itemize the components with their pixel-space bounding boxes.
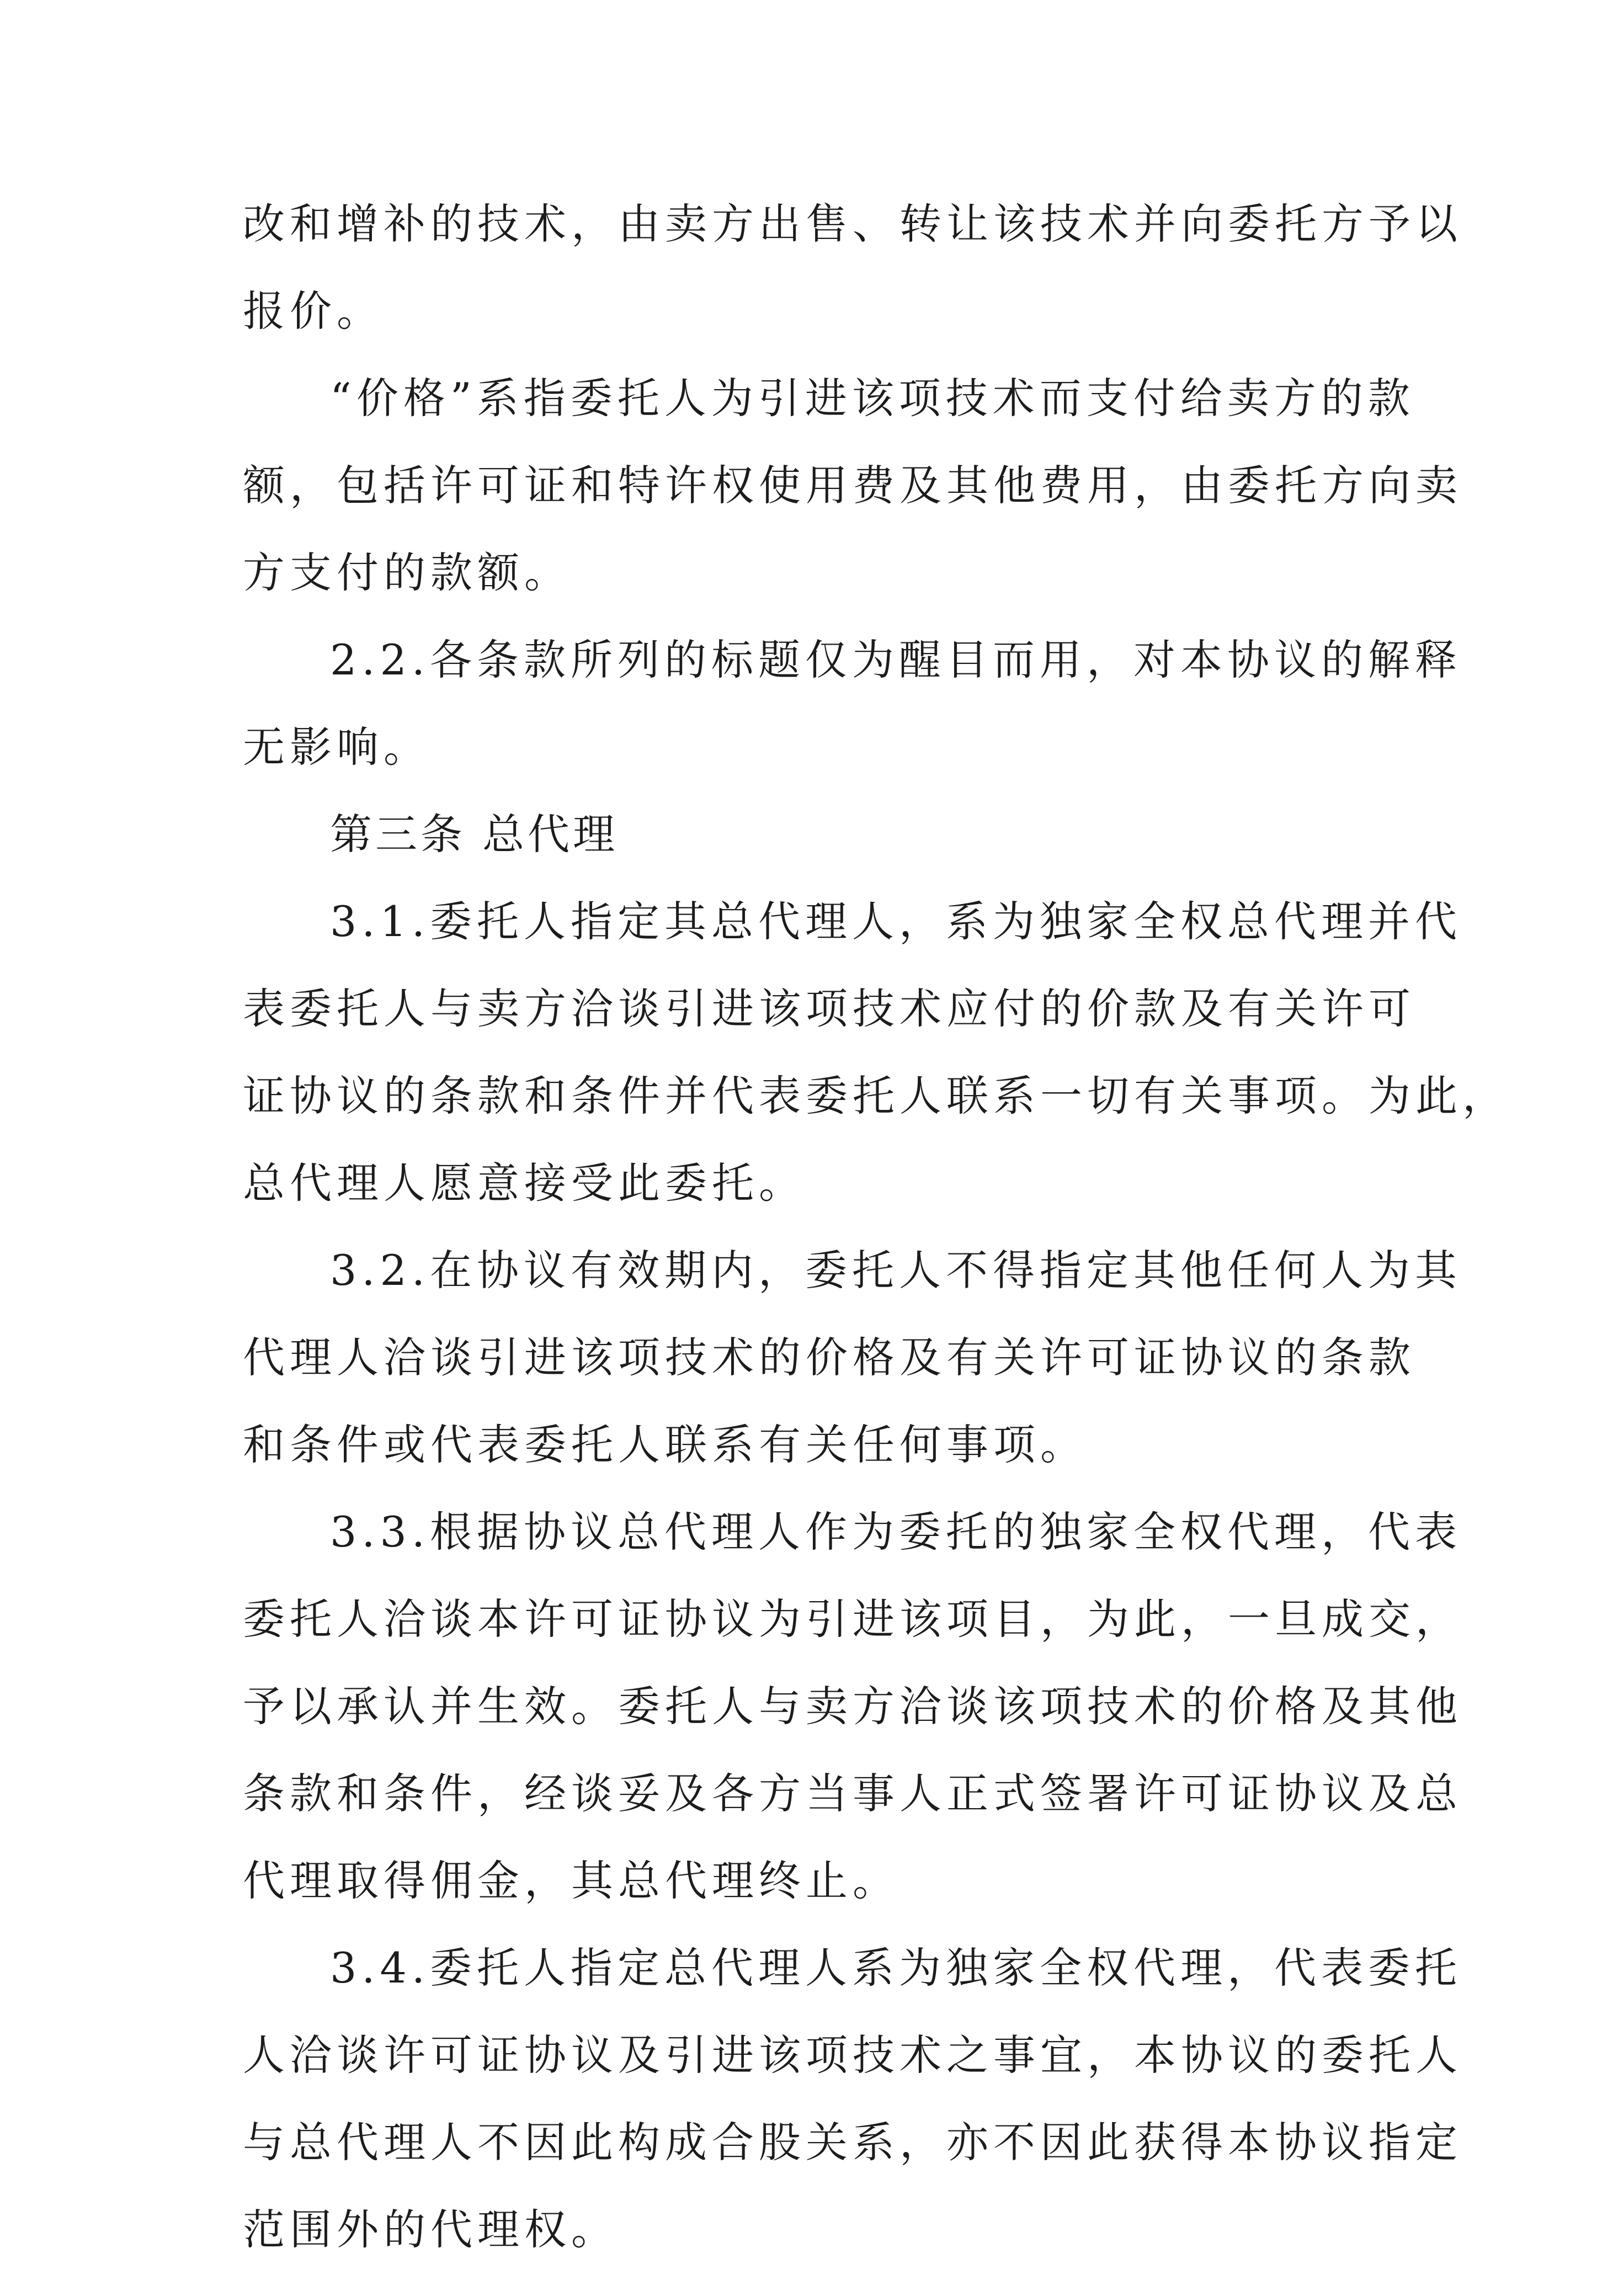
- article-heading: 第三条 总代理: [330, 810, 619, 859]
- text-line: 总代理人愿意接受此委托。: [243, 1158, 806, 1208]
- clause-3-2: 3.2.在协议有效期内，委托人不得指定其他任何人为其: [330, 1246, 1462, 1295]
- text-line: 方支付的款额。: [243, 548, 571, 597]
- text-line: 表委托人与卖方洽谈引进该项技术应付的价款及有关许可: [243, 984, 1415, 1033]
- text-line: 和条件或代表委托人联系有关任何事项。: [243, 1420, 1087, 1469]
- text-line: 委托人洽谈本许可证协议为引进该项目，为此，一旦成交，: [243, 1595, 1462, 1644]
- clause-3-1: 3.1.委托人指定其总代理人，系为独家全权总代理并代: [330, 897, 1462, 946]
- text-line: 改和增补的技术，由卖方出售、转让该技术并向委托方予以: [243, 199, 1462, 248]
- text-line: 代理取得佣金，其总代理终止。: [243, 1856, 899, 1905]
- text-line: 范围外的代理权。: [243, 2205, 618, 2254]
- text-line: 条款和条件，经谈妥及各方当事人正式签署许可证协议及总: [243, 1769, 1462, 1818]
- paragraph-start: “价格”系指委托人为引进该项技术而支付给卖方的款: [330, 374, 1415, 423]
- clause-3-4: 3.4.委托人指定总代理人系为独家全权代理，代表委托: [330, 1943, 1462, 1992]
- text-line: 予以承认并生效。委托人与卖方洽谈该项技术的价格及其他: [243, 1682, 1462, 1731]
- text-line: 人洽谈许可证协议及引进该项技术之事宜，本协议的委托人: [243, 2031, 1462, 2080]
- text-line: 无影响。: [243, 722, 430, 772]
- clause-3-3: 3.3.根据协议总代理人作为委托的独家全权代理，代表: [330, 1507, 1462, 1556]
- clause-2-2: 2.2.各条款所列的标题仅为醒目而用，对本协议的解释: [330, 635, 1462, 684]
- document-body: [243, 199, 1509, 2296]
- text-line: 代理人洽谈引进该项技术的价格及有关许可证协议的条款: [243, 1333, 1415, 1382]
- text-line: 与总代理人不因此构成合股关系，亦不因此获得本协议指定: [243, 2118, 1462, 2167]
- text-line: 报价。: [243, 286, 384, 336]
- text-line: 证协议的条款和条件并代表委托人联系一切有关事项。为此，: [243, 1071, 1509, 1120]
- text-line: 额，包括许可证和特许权使用费及其他费用，由委托方向卖: [243, 461, 1462, 510]
